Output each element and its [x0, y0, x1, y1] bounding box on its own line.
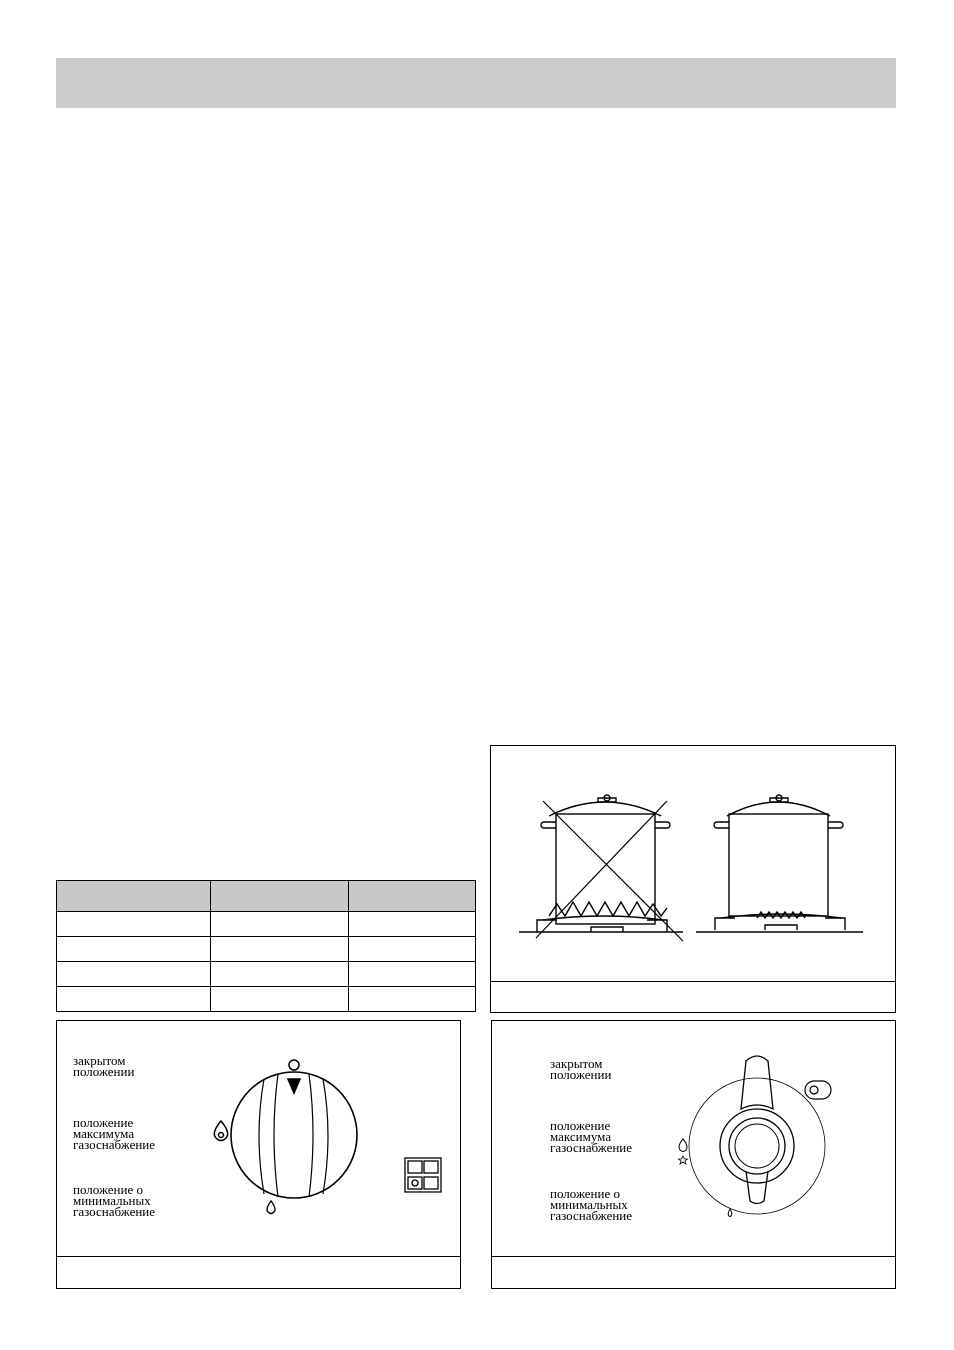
table-row — [57, 937, 476, 962]
knob-dial — [689, 1056, 825, 1214]
table-header-cell — [349, 881, 476, 912]
table-cell — [57, 962, 211, 987]
gas-table — [56, 880, 476, 1012]
burner-selector-icon — [405, 1158, 441, 1192]
header-bar — [56, 58, 896, 108]
knob-right-figure — [491, 1020, 896, 1289]
table-cell — [211, 987, 349, 1012]
pot-correct-icon — [696, 795, 863, 932]
pot-wrong-icon — [519, 795, 683, 932]
table-row — [57, 962, 476, 987]
label-min: положение о минимальных газоснабжение — [550, 1186, 633, 1223]
knob-right-illustration — [492, 1021, 895, 1288]
table-cell — [349, 962, 476, 987]
spark-icon — [679, 1156, 688, 1164]
table-row — [57, 912, 476, 937]
flame-small-icon — [267, 1201, 275, 1214]
knob-left-figure — [56, 1020, 461, 1289]
label-closed: закрытом положении — [550, 1056, 612, 1082]
table-cell — [211, 937, 349, 962]
table-cell — [349, 987, 476, 1012]
table-cell — [349, 937, 476, 962]
table-cell — [57, 912, 211, 937]
table-row — [57, 987, 476, 1012]
label-max: положение максимума газоснабжение — [73, 1115, 156, 1152]
table-cell — [57, 937, 211, 962]
table-header-cell — [57, 881, 211, 912]
table-cell — [211, 962, 349, 987]
table-cell — [211, 912, 349, 937]
table-header-cell — [211, 881, 349, 912]
pots-figure — [490, 745, 896, 1013]
closed-indicator-icon — [805, 1081, 831, 1099]
flame-large-icon — [214, 1121, 227, 1141]
table-cell — [57, 987, 211, 1012]
label-min: положение о минимальных газоснабжение — [73, 1182, 156, 1219]
closed-circle-icon — [289, 1060, 299, 1070]
label-closed: закрытом положении — [73, 1053, 135, 1079]
label-max: положение максимума газоснабжение — [550, 1118, 633, 1155]
table-header-row — [57, 881, 476, 912]
flame-large-icon — [679, 1139, 687, 1152]
knob-dial — [231, 1072, 357, 1198]
knob-left-illustration — [57, 1021, 460, 1288]
flame-small-icon — [728, 1209, 732, 1217]
pots-illustration — [491, 746, 895, 1012]
table-cell — [349, 912, 476, 937]
